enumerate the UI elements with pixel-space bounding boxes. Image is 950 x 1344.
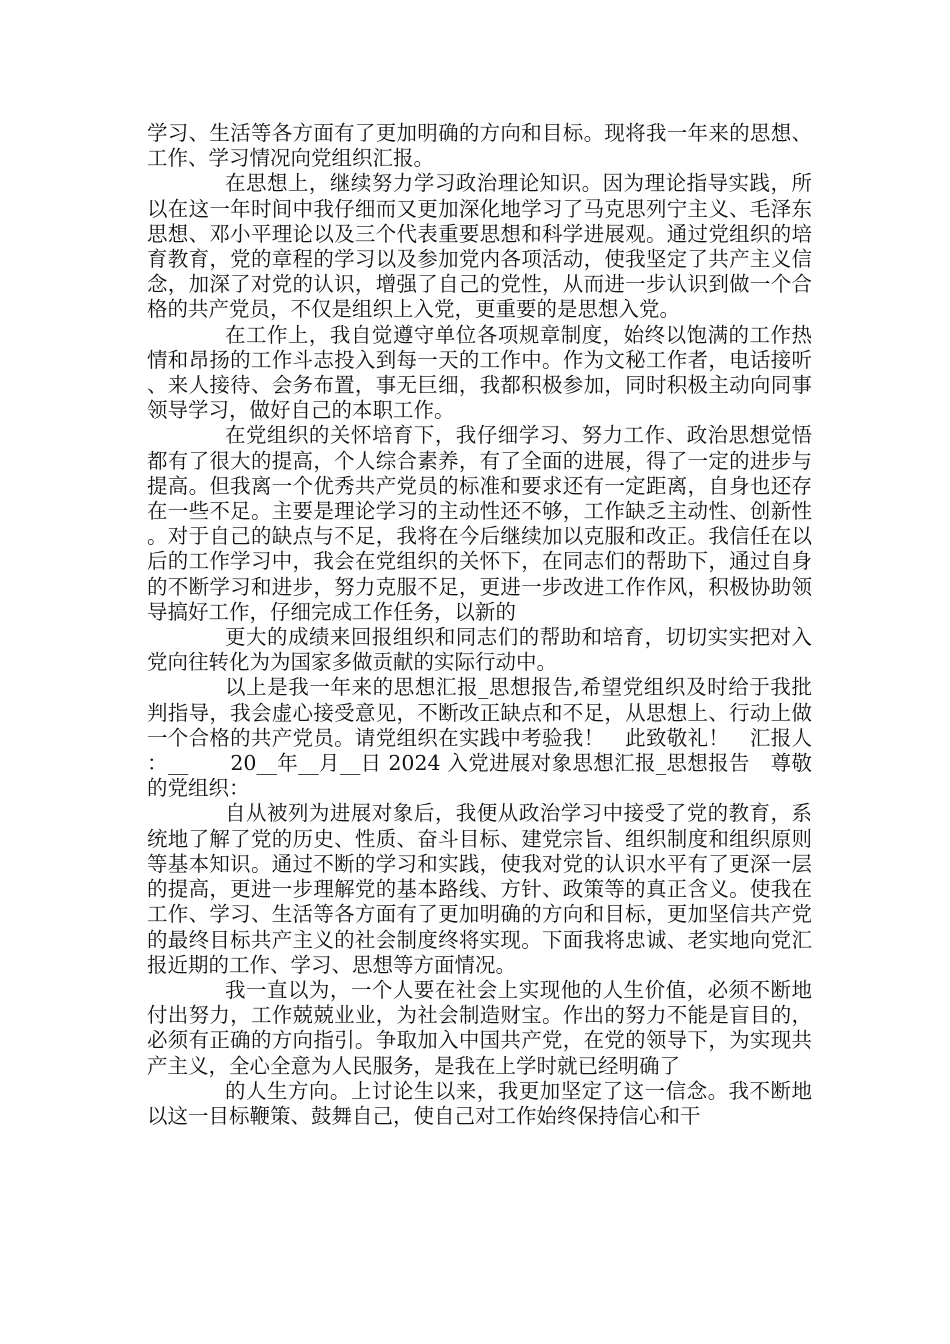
paragraph-1: 学习、生活等各方面有了更加明确的方向和目标。现将我一年来的思想、工作、学习情况向党组织汇报。: [147, 121, 812, 171]
paragraph-4: 在党组织的关怀培育下，我仔细学习、努力工作、政治思想觉悟都有了很大的提高，个人综合素养，有了全面的进展，得了一定的进步与提高。但我离一个优秀共产党员的标准和要求还有一定距离，自身也还存在一些不足。主要是理论学习的主动性还不够，工作缺乏主动性、创新性。对于自己的缺点与不足，我将在今后继续加以克服和改正。我信任在以后的工作学习中，我会在党组织的关怀下，在同志们的帮助下，通过自身的不断学习和进步，努力克服不足，更进一步改进工作作风，积极协助领导搞好工作，仔细完成工作任务，以新的: [147, 423, 812, 624]
paragraph-3: 在工作上，我自觉遵守单位各项规章制度，始终以饱满的工作热情和昂扬的工作斗志投入到每一天的工作中。作为文秘工作者，电话接听、来人接待、会务布置，事无巨细，我都积极参加，同时积极主动向同事领导学习，做好自己的本职工作。: [147, 322, 812, 423]
paragraph-5: 更大的成绩来回报组织和同志们的帮助和培育，切切实实把对入党向往转化为为国家多做贡献的实际行动中。: [147, 625, 812, 675]
paragraph-2: 在思想上，继续努力学习政治理论知识。因为理论指导实践，所以在这一年时间中我仔细而又更加深化地学习了马克思列宁主义、毛泽东思想、邓小平理论以及三个代表重要思想和科学进展观。通过党组织的培育教育，党的章程的学习以及参加党内各项活动，使我坚定了共产主义信念，加深了对党的认识，增强了自己的党性，从而进一步认识到做一个合格的共产党员，不仅是组织上入党，更重要的是思想入党。: [147, 171, 812, 322]
document-body: [147, 121, 812, 1129]
paragraph-7: 自从被列为进展对象后，我便从政治学习中接受了党的教育，系统地了解了党的历史、性质、奋斗目标、建党宗旨、组织制度和组织原则等基本知识。通过不断的学习和实践，使我对党的认识水平有了更深一层的提高，更进一步理解党的基本路线、方针、政策等的真正含义。使我在工作、学习、生活等各方面有了更加明确的方向和目标，更加坚信共产党的最终目标共产主义的社会制度终将实现。下面我将忠诚、老实地向党汇报近期的工作、学习、思想等方面情况。: [147, 801, 812, 977]
paragraph-9: 的人生方向。上讨论生以来，我更加坚定了这一信念。我不断地以这一目标鞭策、鼓舞自己，使自己对工作始终保持信心和干: [147, 1078, 812, 1128]
paragraph-8: 我一直以为，一个人要在社会上实现他的人生价值，必须不断地付出努力，工作兢兢业业，为社会制造财宝。作出的努力不能是盲目的，必须有正确的方向指引。争取加入中国共产党，在党的领导下，为实现共产主义，全心全意为人民服务，是我在上学时就已经明确了: [147, 977, 812, 1078]
paragraph-6: 以上是我一年来的思想汇报_思想报告,希望党组织及时给于我批判指导，我会虚心接受意见，不断改正缺点和不足，从思想上、行动上做一个合格的共产党员。请党组织在实践中考验我！ 此致敬礼！ 汇报人：__ 20__年__月__日 2024 入党进展对象思想汇报_思想报告 尊敬的党组织：: [147, 675, 812, 801]
